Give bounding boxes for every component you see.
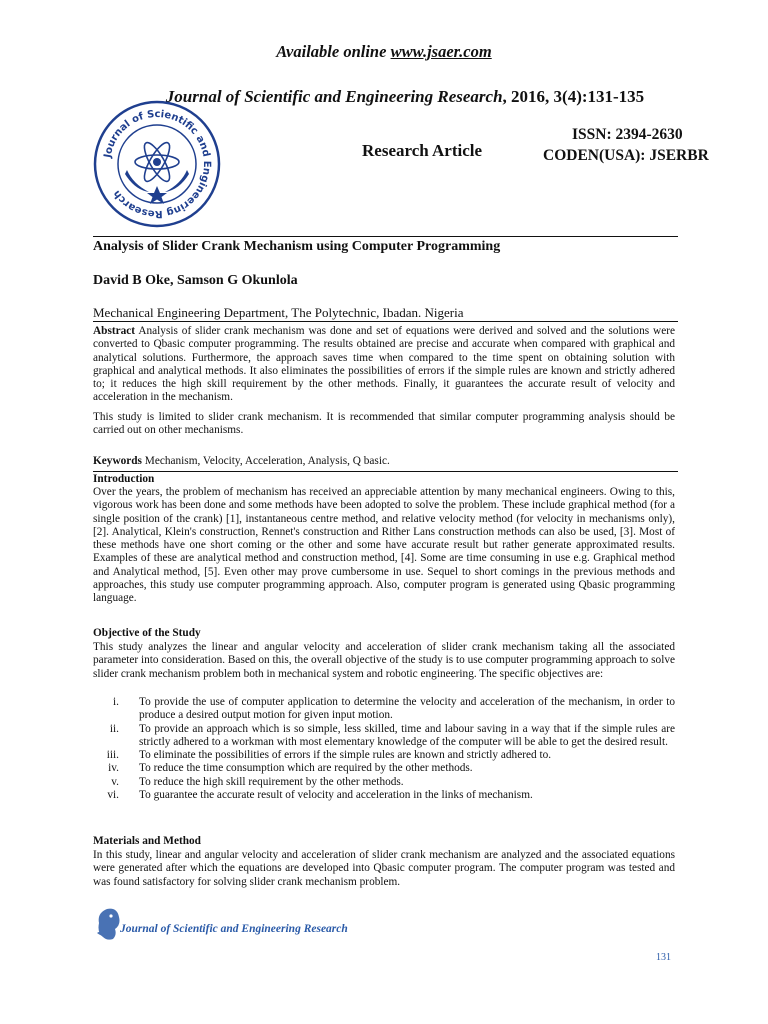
- journal-website-link[interactable]: www.jsaer.com: [390, 42, 492, 61]
- keywords: [93, 455, 675, 468]
- list-item-number: ii.: [109, 722, 119, 735]
- list-item-text: To guarantee the accurate result of velocity and acceleration in the links of mechanism.: [139, 789, 533, 802]
- abstract: [93, 325, 675, 405]
- top-divider: [93, 236, 678, 237]
- abstract-label: Abstract: [93, 325, 136, 337]
- list-item: [93, 696, 675, 723]
- abstract-scope: This study is limited to slider crank mechanism. It is recommended that similar computer programming analysis should be carried out on other mechanisms.: [93, 411, 675, 437]
- page-number: 131: [656, 952, 671, 963]
- list-item-text: To reduce the high skill requirement by the other methods.: [139, 775, 404, 788]
- materials-method-text: In this study, linear and angular velocity and acceleration of slider crank mechanism are analyzed and the associated equations were generated after which the equations are developed into Qbasic computer program. The computer program was tested and was found satisfactory for solving slider crank mechanism problem.: [93, 849, 675, 888]
- paper-authors: David B Oke, Samson G Okunlola: [93, 273, 298, 288]
- keywords-divider: [93, 471, 678, 472]
- list-item: [93, 762, 675, 775]
- materials-method-heading: Materials and Method: [93, 835, 201, 847]
- author-affiliation: Mechanical Engineering Department, The Polytechnic, Ibadan. Nigeria: [93, 305, 464, 320]
- journal-seal-logo: [93, 100, 221, 228]
- list-item-number: i.: [113, 696, 119, 708]
- objectives-list: [93, 696, 675, 802]
- journal-name: Journal of Scientific and Engineering Research: [165, 87, 503, 106]
- introduction-text: Over the years, the problem of mechanism has received an appreciable attention by many mechanical engineers. Owing to this, vigorous work has been done and some methods have been adopted to solve the problem. These include graphical method (for a single position of the crank) [1], instantaneous centre method, and relative velocity method (for velocity in mechanisms only), [2]. Analytical, Klein's construction, Rennet's construction and Rither Lans construction methods can also be used, [3]. Most of these methods have one short coming or the other and some have accurate result but rather generate approximated results. Examples of these are analytical method and construction method, [4]. Some are time consuming in use e.g. Graphical method and Analytical method, [5]. Even other may prove cumbersome in use. Sequel to short comings in the previous methods and approaches, this study use computer programming approach. Also, computer program is generated using Qbasic programming language.: [93, 486, 675, 605]
- keywords-label: Keywords: [93, 455, 142, 467]
- list-item: [93, 723, 675, 750]
- journal-citation: , 2016, 3(4):131-135: [502, 87, 645, 106]
- issn: ISSN: 2394-2630: [572, 126, 683, 143]
- article-type: Research Article: [362, 141, 483, 160]
- list-item-number: vi.: [107, 789, 119, 802]
- list-item-number: v.: [111, 775, 119, 788]
- list-item-number: iv.: [108, 762, 119, 775]
- availability-prefix: Available online: [276, 42, 391, 61]
- list-item-text: To provide an approach which is so simple, less skilled, time and labour saving in a way that if the simple rules are strictly adhered to a workman with most elementary knowledge of the computer will be able to get the desired result.: [139, 722, 675, 748]
- coden: CODEN(USA): JSERBR: [543, 147, 709, 164]
- list-item-text: To reduce the time consumption which are required by the other methods.: [139, 762, 473, 775]
- list-item-text: To eliminate the possibilities of errors if the simple rules are known and strictly adhered to.: [139, 749, 552, 762]
- list-item: [93, 789, 675, 802]
- list-item: [93, 776, 675, 789]
- objective-heading: Objective of the Study: [93, 627, 201, 639]
- list-item-number: iii.: [106, 749, 119, 762]
- paper-title: Analysis of Slider Crank Mechanism using Computer Programming: [93, 239, 501, 254]
- abstract-text: Analysis of slider crank mechanism was done and set of equations were derived and solved and the solutions were converted to Qbasic computer programming. The results obtained are precise and accurate when compared with graphical and analytical solutions. Furthermore, the approach saves time when compared to the time spent on obtaining solution with graphical and analytical methods. It also eliminates the possibilities of errors if the simple rules are known and strictly adhered to; it reduces the high skill requirement by the other methods. Finally, it guarantees the accurate result of velocity and acceleration in the mechanism.: [93, 325, 675, 404]
- list-item-text: To provide the use of computer application to determine the velocity and acceleration of the mechanism, in order to produce a desired output motion for given input motion.: [139, 696, 675, 722]
- keywords-text: Mechanism, Velocity, Acceleration, Analysis, Q basic.: [141, 455, 390, 467]
- list-item: [93, 749, 675, 762]
- introduction-heading: Introduction: [93, 473, 155, 485]
- availability-line: [0, 42, 768, 62]
- footer-journal-name: Journal of Scientific and Engineering Research: [120, 923, 348, 935]
- objective-text: This study analyzes the linear and angular velocity and acceleration of slider crank mechanism taking all the associated parameter into consideration. Based on this, the overall objective of the study is to use computer programming approach to solve slider crank mechanism problem both in mechanical system and robotic engineering. The specific objectives are:: [93, 641, 675, 680]
- logo-ring-text: Journal of Scientific and Engineering Research: [102, 108, 213, 220]
- footer-lion-icon: [93, 903, 123, 941]
- abstract-divider: [93, 321, 678, 322]
